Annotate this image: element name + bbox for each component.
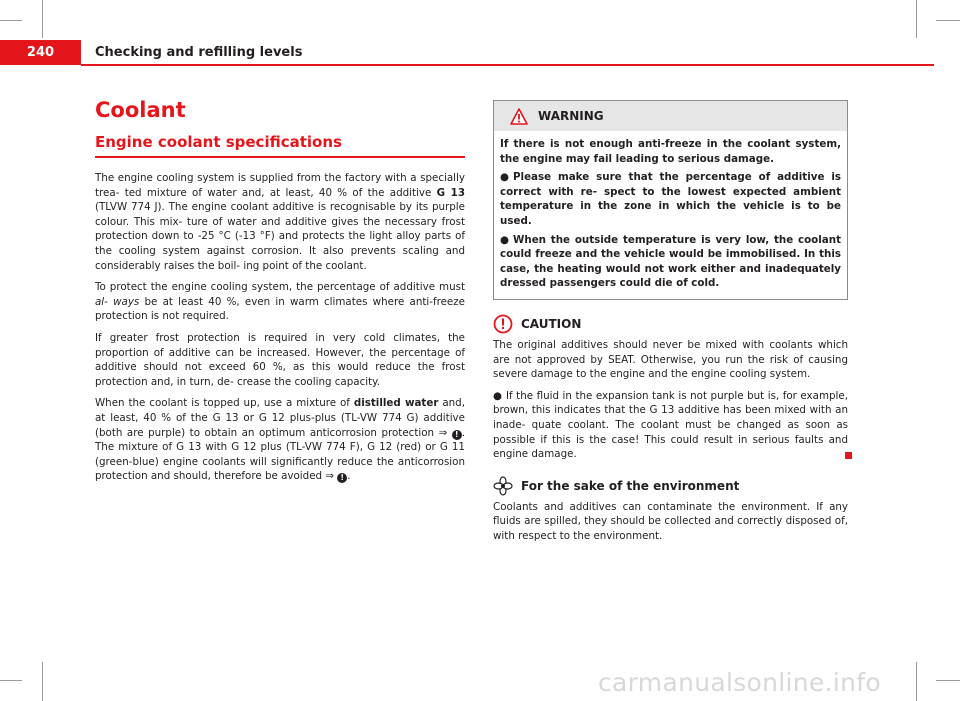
caution-reference-icon[interactable]: ! — [337, 473, 347, 483]
crop-mark — [42, 0, 43, 38]
running-title: Checking and refilling levels — [95, 45, 303, 60]
page-number: 240 — [0, 40, 81, 65]
environment-title: For the sake of the environment — [521, 478, 740, 493]
caution-paragraph: The original additives should never be mixed with coolants which are not approved by SEAT. Otherwise, you run the risk of causing severe damage to the engine and the engine cooling system. — [493, 338, 848, 381]
crop-mark — [916, 0, 917, 38]
left-body — [95, 171, 465, 484]
environment-leaf-icon — [493, 476, 513, 496]
crop-mark — [0, 20, 22, 21]
bullet: ● — [500, 233, 509, 246]
warning-bullet — [500, 170, 841, 228]
warning-title: WARNING — [538, 109, 604, 123]
text-run: When the outside temperature is very low, the coolant could freeze and the vehicle would be immobilised. In this case, the heating would not work either and inadequately dressed passengers could die of cold. — [500, 233, 841, 290]
text-run: When the coolant is topped up, use a mixture of — [95, 397, 354, 410]
watermark: carmanualsonline.info — [598, 668, 881, 697]
bullet: ● — [500, 171, 509, 184]
text-run: If the fluid in the expansion tank is not purple but is, for example, brown, this indicates that the G 13 additive has been mixed with an inade- quate coolant. The coolant must be changed as soon as possible if this is the case! This could result in serious faults and engine damage. — [493, 389, 848, 461]
caution-title: CAUTION — [521, 316, 582, 331]
subsection-rule — [95, 156, 465, 158]
text-run-italic: al- ways — [95, 295, 140, 308]
caution-bullet — [493, 389, 848, 462]
warning-body — [494, 131, 847, 299]
crop-mark — [936, 20, 960, 21]
environment-body — [493, 500, 848, 544]
environment-header — [493, 476, 848, 496]
bullet: ● — [493, 389, 502, 402]
caution-body — [493, 338, 848, 462]
text-run: The engine cooling system is supplied from the factory with a specially trea- ted mixture of water and, at least, 40 % of the additive — [95, 172, 465, 199]
crop-mark — [936, 680, 960, 681]
header-rule — [81, 64, 934, 66]
caution-reference-icon[interactable]: ! — [452, 430, 462, 440]
left-column — [95, 96, 465, 491]
warning-paragraph: If there is not enough anti-freeze in the coolant system, the engine may fail leading to serious damage. — [500, 138, 841, 165]
text-run-bold: G 13 — [436, 186, 466, 199]
paragraph: If greater frost protection is required in very cold climates, the proportion of additive can be increased. However, the percentage of additive should not exceed 60 %, as this would reduce the frost protection and, in turn, de- crease the cooling capacity. — [95, 331, 465, 388]
paragraph — [95, 280, 465, 324]
paragraph — [95, 396, 465, 484]
caution-header — [493, 314, 848, 334]
warning-header — [494, 101, 847, 131]
text-run-bold: distilled water — [353, 397, 439, 410]
environment-paragraph: Coolants and additives can contaminate the environment. If any fluids are spilled, they should be collected and correctly disposed of, with respect to the environment. — [493, 500, 848, 542]
right-column — [493, 100, 848, 550]
text-run: . The mixture of G 13 with G 12 plus (TL-VW 774 F), G 12 (red) or G 11 (green-blue) engine coolants will significantly reduce the anticorrosion protection and should, therefore be avoided ⇒ — [95, 426, 465, 483]
crop-mark — [0, 680, 22, 681]
crop-mark — [42, 662, 43, 701]
section-end-marker — [845, 452, 852, 459]
caution-icon — [493, 314, 513, 334]
text-run: Please make sure that the percentage of additive is correct with re- spect to the lowest expected ambient temperature in the zone in which the vehicle is to be used. — [500, 171, 841, 227]
text-run: (TLVW 774 J). The engine coolant additive is recognisable by its purple colour. This mix- ture of water and additive gives the necessary frost protection down to -25 °C (-13 °F) and protects the light alloy parts of the cooling system against corrosion. It also prevents scaling and considerably raises the boil- ing point of the coolant. — [95, 201, 465, 272]
text-run: and, at least, 40 % of the G 13 or G 12 plus-plus (TL-VW 774 G) additive (both are purple) to obtain an optimum anticorrosion protection ⇒ — [95, 397, 465, 439]
crop-mark — [916, 662, 917, 701]
text-run: be at least 40 %, even in warm climates where anti-freeze protection is not required. — [95, 295, 465, 323]
warning-bullet — [500, 233, 841, 291]
warning-triangle-icon — [510, 108, 528, 125]
warning-box — [493, 100, 848, 300]
section-title: Coolant — [95, 98, 186, 122]
text-run: . — [347, 470, 351, 483]
paragraph — [95, 171, 465, 273]
subsection-title: Engine coolant specifications — [95, 133, 342, 151]
text-run: To protect the engine cooling system, the percentage of additive must — [95, 281, 465, 294]
